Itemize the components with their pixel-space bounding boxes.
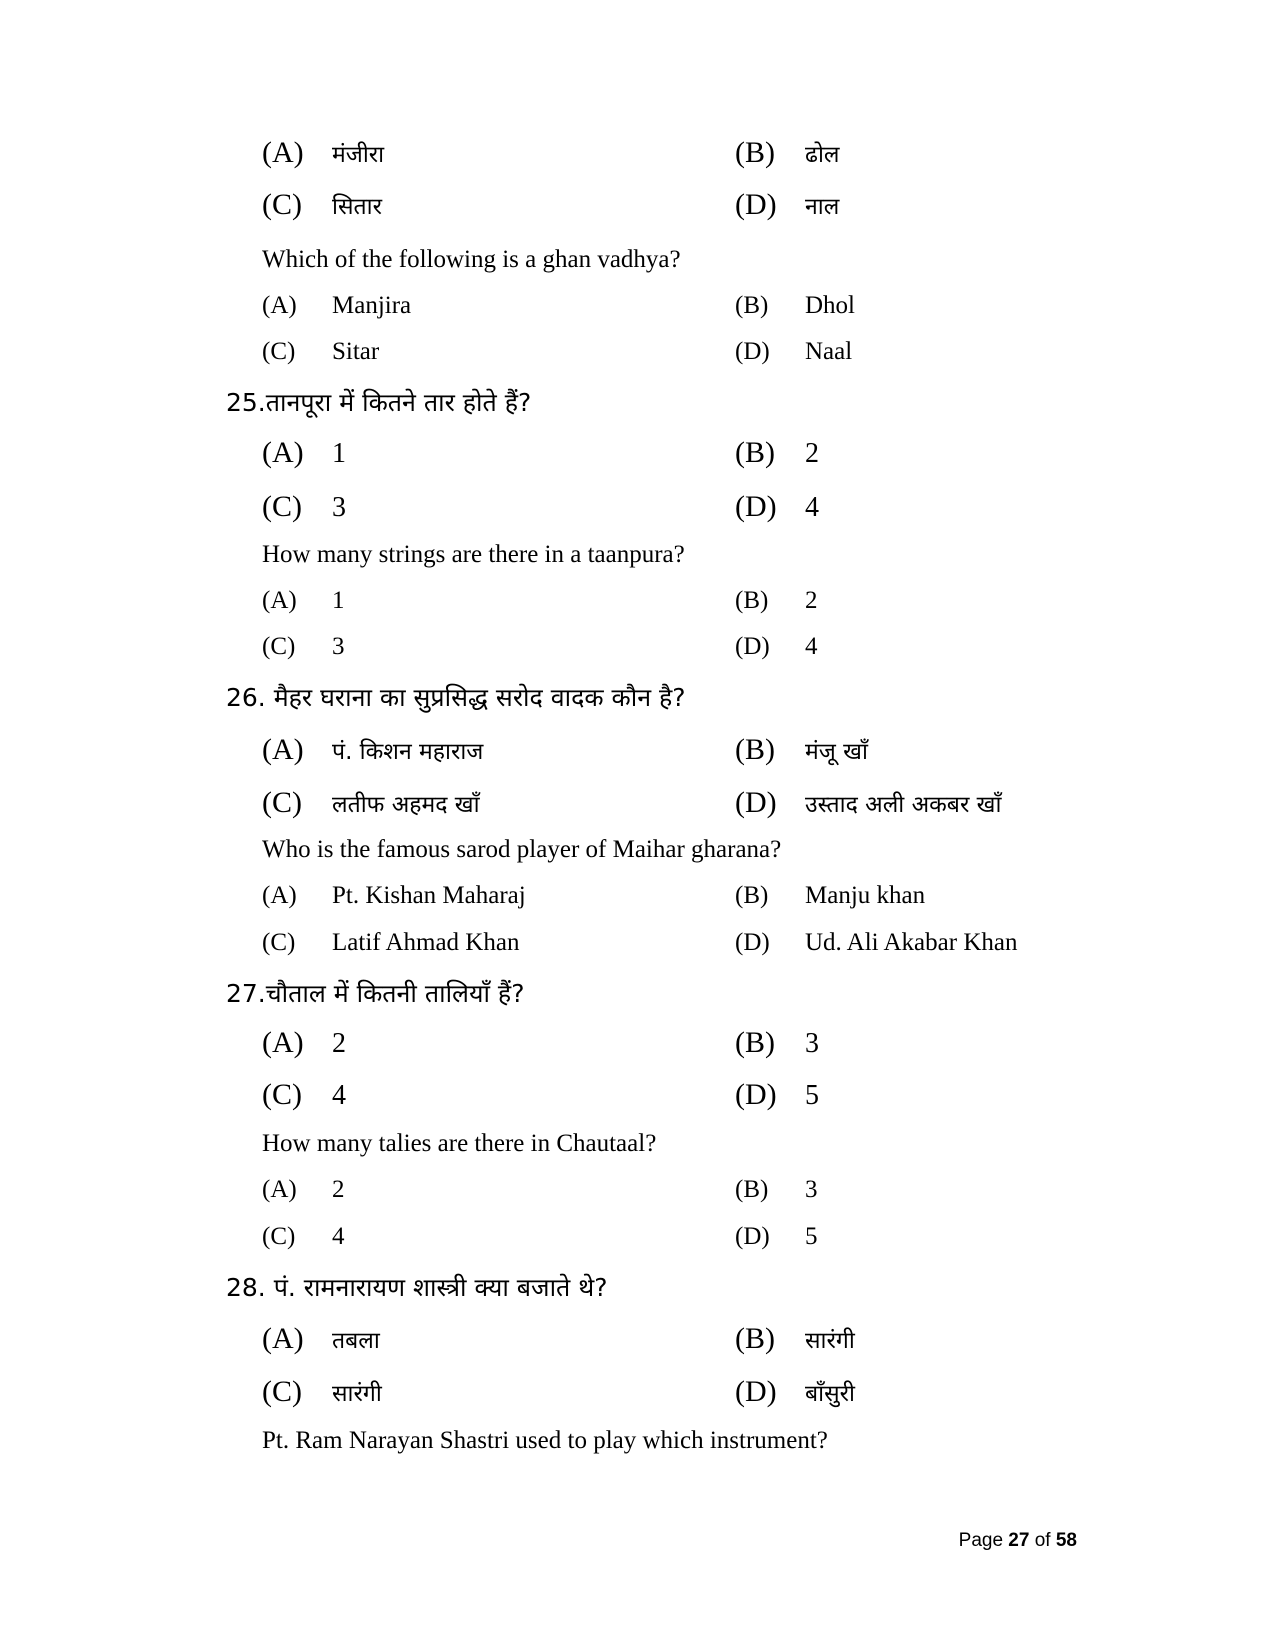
option-label: (D) bbox=[735, 929, 770, 956]
q24-hi-option-c bbox=[262, 188, 382, 222]
option-label: (A) bbox=[262, 136, 304, 169]
q24-hi-option-d bbox=[735, 188, 839, 222]
q27-en-option-a bbox=[262, 1176, 345, 1204]
option-label: (C) bbox=[262, 188, 302, 221]
q27-hi-option-d bbox=[735, 1078, 819, 1112]
option-label: (B) bbox=[735, 1322, 775, 1355]
q24-en-question: Which of the following is a ghan vadhya? bbox=[262, 246, 681, 273]
q25-en-option-a bbox=[262, 587, 345, 615]
q26-hi-option-c bbox=[262, 786, 480, 820]
q26-hi-question: 26. मैहर घराना का सुप्रसिद्ध सरोद वादक कौन है? bbox=[226, 683, 686, 712]
page-number: 27 bbox=[1008, 1530, 1030, 1551]
option-text: 2 bbox=[805, 587, 818, 614]
option-label: (C) bbox=[262, 633, 296, 660]
q26-hi-option-a bbox=[262, 733, 483, 767]
option-text: 4 bbox=[805, 633, 818, 660]
option-label: (A) bbox=[262, 1322, 304, 1355]
option-text: तबला bbox=[332, 1328, 380, 1354]
option-label: (B) bbox=[735, 882, 769, 909]
option-label: (B) bbox=[735, 1026, 775, 1059]
option-label: (C) bbox=[262, 490, 302, 523]
q26-hi-option-d bbox=[735, 786, 1001, 820]
q25-en-option-c bbox=[262, 633, 345, 661]
q28-hi-option-a bbox=[262, 1322, 380, 1356]
q28-en-question: Pt. Ram Narayan Shastri used to play which instrument? bbox=[262, 1427, 828, 1454]
q27-en-question: How many talies are there in Chautaal? bbox=[262, 1130, 657, 1157]
q24-hi-option-b bbox=[735, 136, 840, 170]
option-label: (B) bbox=[735, 136, 775, 169]
q27-en-option-d bbox=[735, 1223, 818, 1251]
q24-en-option-b bbox=[735, 292, 855, 320]
option-label: (D) bbox=[735, 188, 777, 221]
option-text: 3 bbox=[332, 633, 345, 660]
option-text: सारंगी bbox=[805, 1328, 855, 1354]
option-label: (B) bbox=[735, 587, 769, 614]
q28-hi-option-c bbox=[262, 1375, 382, 1409]
q26-en-question: Who is the famous sarod player of Maihar gharana? bbox=[262, 836, 782, 863]
q27-hi-option-c bbox=[262, 1078, 346, 1112]
option-text: ढोल bbox=[805, 142, 840, 168]
option-text: लतीफ अहमद खाँ bbox=[332, 792, 480, 818]
option-text: Dhol bbox=[805, 292, 855, 319]
option-label: (D) bbox=[735, 338, 770, 365]
option-text: सारंगी bbox=[332, 1381, 382, 1407]
option-text: सितार bbox=[332, 194, 382, 220]
option-text: 4 bbox=[805, 492, 819, 523]
option-text: Naal bbox=[805, 338, 853, 365]
q24-en-option-c bbox=[262, 338, 379, 366]
option-text: Sitar bbox=[332, 338, 380, 365]
option-label: (A) bbox=[262, 733, 304, 766]
option-text: नाल bbox=[805, 194, 840, 220]
option-text: 3 bbox=[332, 492, 346, 523]
q25-hi-option-a bbox=[262, 436, 346, 470]
option-text: 4 bbox=[332, 1223, 345, 1250]
option-text: 2 bbox=[805, 438, 819, 469]
option-text: 5 bbox=[805, 1080, 819, 1111]
q27-hi-option-b bbox=[735, 1026, 819, 1060]
q24-hi-option-a bbox=[262, 136, 384, 170]
option-label: (C) bbox=[262, 929, 296, 956]
q26-en-option-b bbox=[735, 882, 925, 910]
option-label: (C) bbox=[262, 1223, 296, 1250]
q25-hi-option-c bbox=[262, 490, 346, 524]
option-label: (B) bbox=[735, 436, 775, 469]
page-total: 58 bbox=[1055, 1530, 1077, 1551]
option-label: (A) bbox=[262, 882, 297, 909]
option-label: (D) bbox=[735, 1375, 777, 1408]
option-text: 3 bbox=[805, 1176, 818, 1203]
q28-hi-question: 28. पं. रामनारायण शास्त्री क्या बजाते थे? bbox=[226, 1273, 608, 1302]
option-label: (D) bbox=[735, 1078, 777, 1111]
option-label: (A) bbox=[262, 587, 297, 614]
option-text: बाँसुरी bbox=[805, 1381, 856, 1407]
option-text: 1 bbox=[332, 587, 345, 614]
option-label: (D) bbox=[735, 633, 770, 660]
option-label: (A) bbox=[262, 292, 297, 319]
q27-en-option-c bbox=[262, 1223, 345, 1251]
option-text: पं. किशन महाराज bbox=[332, 739, 484, 765]
option-label: (A) bbox=[262, 436, 304, 469]
option-text: 2 bbox=[332, 1028, 346, 1059]
q24-en-option-a bbox=[262, 292, 411, 320]
q27-hi-question: 27.चौताल में कितनी तालियाँ हैं? bbox=[226, 979, 525, 1008]
page-word: Page bbox=[958, 1530, 1004, 1551]
of-word: of bbox=[1034, 1530, 1051, 1551]
q27-hi-option-a bbox=[262, 1026, 346, 1060]
q26-en-option-c bbox=[262, 929, 519, 957]
option-text: Latif Ahmad Khan bbox=[332, 929, 520, 956]
option-text: 2 bbox=[332, 1176, 345, 1203]
option-label: (C) bbox=[262, 786, 302, 819]
q25-hi-option-d bbox=[735, 490, 819, 524]
q26-en-option-a bbox=[262, 882, 526, 910]
option-text: मंजू खाँ bbox=[805, 739, 868, 765]
option-text: 3 bbox=[805, 1028, 819, 1059]
option-text: उस्ताद अली अकबर खाँ bbox=[805, 792, 1002, 818]
option-label: (B) bbox=[735, 733, 775, 766]
q25-en-question: How many strings are there in a taanpura? bbox=[262, 541, 685, 568]
option-label: (B) bbox=[735, 1176, 769, 1203]
option-text: Pt. Kishan Maharaj bbox=[332, 882, 526, 909]
q25-hi-option-b bbox=[735, 436, 819, 470]
q26-hi-option-b bbox=[735, 733, 868, 767]
q26-en-option-d bbox=[735, 929, 1017, 957]
option-label: (B) bbox=[735, 292, 769, 319]
option-text: 1 bbox=[332, 438, 346, 469]
option-label: (D) bbox=[735, 490, 777, 523]
option-text: Manjira bbox=[332, 292, 412, 319]
option-text: Ud. Ali Akabar Khan bbox=[805, 929, 1018, 956]
option-text: 5 bbox=[805, 1223, 818, 1250]
q28-hi-option-b bbox=[735, 1322, 855, 1356]
option-text: Manju khan bbox=[805, 882, 926, 909]
q25-en-option-d bbox=[735, 633, 818, 661]
page-footer bbox=[959, 1530, 1077, 1552]
q27-en-option-b bbox=[735, 1176, 818, 1204]
q24-en-option-d bbox=[735, 338, 852, 366]
option-label: (D) bbox=[735, 1223, 770, 1250]
option-label: (C) bbox=[262, 1078, 302, 1111]
option-text: 4 bbox=[332, 1080, 346, 1111]
option-label: (D) bbox=[735, 786, 777, 819]
option-label: (C) bbox=[262, 1375, 302, 1408]
option-label: (A) bbox=[262, 1026, 304, 1059]
q28-hi-option-d bbox=[735, 1375, 855, 1409]
option-label: (C) bbox=[262, 338, 296, 365]
q25-en-option-b bbox=[735, 587, 818, 615]
q25-hi-question: 25.तानपूरा में कितने तार होते हैं? bbox=[226, 388, 532, 417]
option-label: (A) bbox=[262, 1176, 297, 1203]
option-text: मंजीरा bbox=[332, 142, 385, 168]
